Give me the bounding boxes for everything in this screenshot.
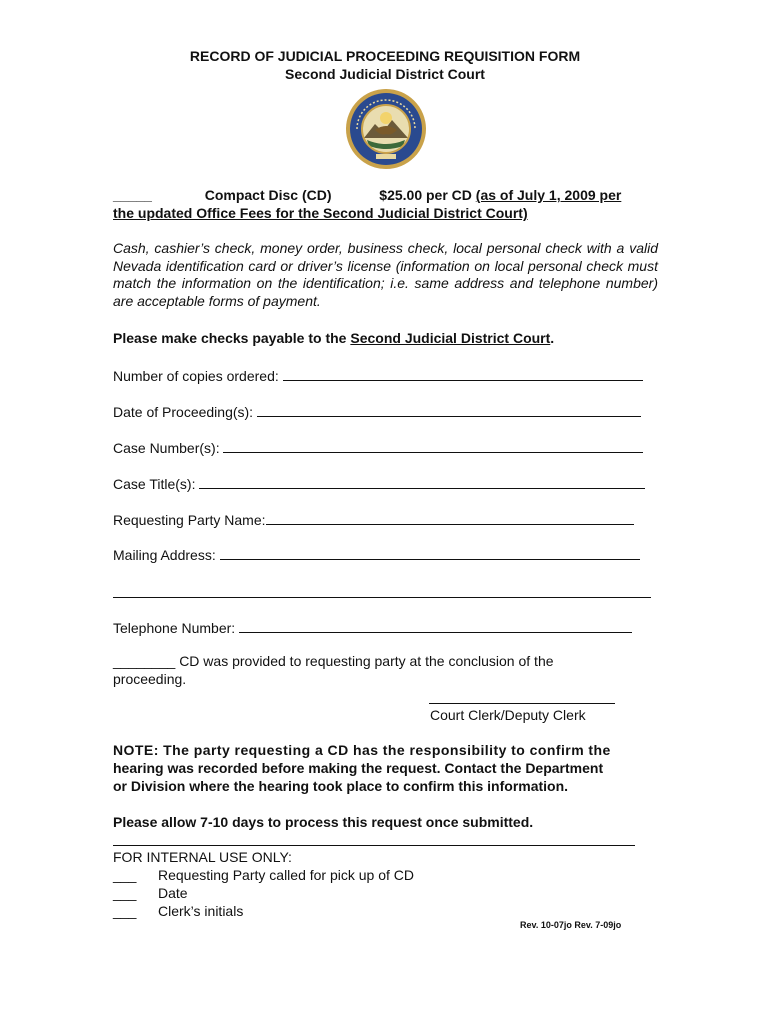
case-title-input-line[interactable] (199, 475, 645, 489)
form-title: RECORD OF JUDICIAL PROCEEDING REQUISITION FORM (189, 48, 581, 64)
case-number-field (113, 439, 643, 456)
clerk-signature-line[interactable] (429, 703, 615, 704)
order-price: $25.00 per CD (379, 187, 472, 203)
internal-item-pickup (113, 867, 658, 884)
checks-suffix: . (550, 330, 555, 346)
date-check-blank[interactable]: ___ (113, 885, 137, 901)
processing-time-note: Please allow 7-10 days to process this request once submitted. (113, 814, 534, 830)
checks-prefix: Please make checks payable to the (113, 330, 347, 346)
address-field (113, 546, 640, 563)
payment-methods-text: Cash, cashier’s check, money order, business check, local personal check with a valid Nevada identification card or driver’s license (information on local personal check must match the information on the identification; i.e. same address and telephone number) are acceptable forms of payment. (113, 240, 658, 309)
case-number-input-line[interactable] (223, 439, 643, 453)
date-input-line[interactable] (257, 403, 641, 417)
internal-divider (113, 845, 635, 846)
cd-provided-text: CD was provided to requesting party at the conclusion of the (179, 653, 554, 669)
copies-label: Number of copies ordered: (113, 368, 279, 384)
case-title-field (113, 475, 645, 492)
note-line-1: NOTE: The party requesting a CD has the responsibility to confirm the (113, 742, 611, 758)
revision-label: Rev. 10-07jo Rev. 7-09jo (520, 920, 622, 930)
party-name-input-line[interactable] (266, 511, 634, 525)
internal-item-initials (113, 903, 658, 920)
address-input-line[interactable] (220, 546, 640, 560)
pickup-label: Requesting Party called for pick up of CD (158, 867, 415, 883)
order-price-note-continued: the updated Office Fees for the Second Judicial District Court) (113, 205, 528, 221)
telephone-input-line[interactable] (239, 619, 632, 633)
case-title-label: Case Title(s): (113, 476, 196, 492)
checks-payee: Second Judicial District Court (350, 330, 551, 346)
address-label: Mailing Address: (113, 547, 216, 563)
initials-check-blank[interactable]: ___ (113, 903, 137, 919)
initials-label: Clerk’s initials (158, 903, 244, 919)
order-price-note: (as of July 1, 2009 per (475, 187, 622, 203)
checks-payable-line (113, 330, 658, 347)
order-quantity-blank[interactable]: _____ (113, 187, 152, 203)
party-name-label: Requesting Party Name: (113, 512, 266, 528)
date-field (113, 403, 641, 420)
address-second-line[interactable] (113, 597, 651, 598)
telephone-field (113, 619, 632, 636)
note-line-3: or Division where the hearing took place to confirm this information. (113, 778, 569, 794)
order-line (113, 187, 658, 204)
telephone-label: Telephone Number: (113, 620, 236, 636)
copies-input-line[interactable] (283, 367, 643, 381)
internal-use-heading: FOR INTERNAL USE ONLY: (113, 849, 292, 865)
clerk-signature-label: Court Clerk/Deputy Clerk (430, 707, 586, 723)
nevada-state-seal (345, 88, 427, 170)
order-item: Compact Disc (CD) (204, 187, 332, 203)
copies-field (113, 367, 643, 384)
party-name-field (113, 511, 634, 528)
cd-provided-text-continued: proceeding. (113, 671, 187, 687)
cd-provided-line (113, 653, 658, 670)
internal-date-label: Date (158, 885, 188, 901)
note-line-2: hearing was recorded before making the request. Contact the Department (113, 760, 604, 776)
case-number-label: Case Number(s): (113, 440, 220, 456)
internal-item-date (113, 885, 658, 902)
pickup-check-blank[interactable]: ___ (113, 867, 137, 883)
court-subtitle: Second Judicial District Court (285, 66, 485, 82)
cd-provided-blank[interactable]: ________ (113, 653, 176, 669)
date-label: Date of Proceeding(s): (113, 404, 254, 420)
